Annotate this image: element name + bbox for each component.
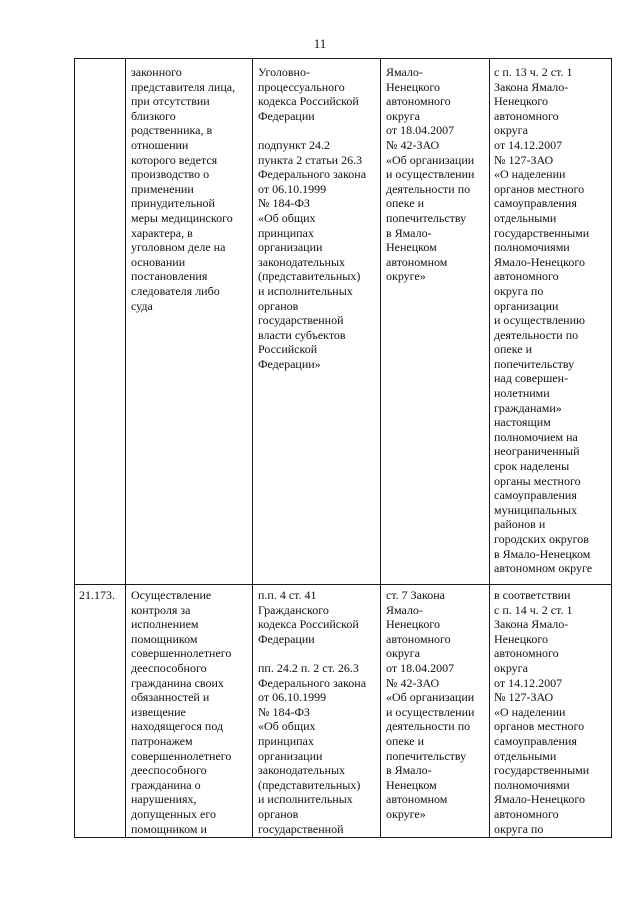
row-2-regional-law: ст. 7 Закона Ямало- Ненецкого автономного округа от 18.04.2007 № 42-ЗАО «Об организации и осуществлении деятельности по опеке и попечительству в Ямало- Ненецком автономном округе» bbox=[386, 588, 475, 821]
row-2-federal-law: п.п. 4 ст. 41 Гражданского кодекса Российской Федерации пп. 24.2 п. 2 ст. 26.3 Федерального закона от 06.10.1999 № 184-ФЗ «Об общих принципах организации законодательных (представительных) и исполнительных органов государственной bbox=[258, 588, 367, 836]
row-1-number bbox=[79, 65, 123, 580]
row-1-service-name: законного представителя лица, при отсутствии близкого родственника, в отношении которого ведется производство о применении принудительной меры медицинского характера, в уголовном деле на основании постановления следователя либо суда bbox=[131, 65, 236, 313]
column-divider bbox=[252, 59, 253, 837]
legal-table bbox=[74, 58, 612, 838]
row-2-municipal-basis: в соответствии с п. 14 ч. 2 ст. 1 Закона Ямало- Ненецкого автономного округа от 14.12.2007 № 127-ЗАО «О наделении органов местного самоуправления отдельными государственными полномочиями Ямало-Ненецкого автономного округа по bbox=[494, 588, 590, 836]
column-divider bbox=[489, 59, 490, 837]
row-1-regional-law: Ямало- Ненецкого автономного округа от 18.04.2007 № 42-ЗАО «Об организации и осуществлении деятельности по опеке и попечительству в Ямало- Ненецком автономном округе» bbox=[386, 65, 475, 284]
row-2-number: 21.173. bbox=[79, 588, 115, 602]
row-1-municipal-basis: с п. 13 ч. 2 ст. 1 Закона Ямало- Ненецкого автономного округа от 14.12.2007 № 127-ЗАО «О наделении органов местного самоуправления отдельными государственными полномочиями Ямало-Ненецкого автономного округа по организации и осуществлению деятельности по опеке и попечительству над совершен- нолетними гражданами» настоящим полномочием на неограниченный срок наделены органы местного самоуправления муниципальных районов и городских округов в Ямало-Ненецком автономном округе bbox=[494, 65, 593, 576]
row-divider bbox=[75, 584, 611, 585]
column-divider bbox=[380, 59, 381, 837]
page-number: 11 bbox=[313, 36, 327, 51]
row-1-federal-law: Уголовно- процессуального кодекса Российской Федерации подпункт 24.2 пункта 2 статьи 26.3 Федерального закона от 06.10.1999 № 184-ФЗ «Об общих принципах организации законодательных (представительных) и исполнительных органов государственной власти субъектов Российской Федерации» bbox=[258, 65, 367, 371]
column-divider bbox=[125, 59, 126, 837]
row-2-service-name: Осуществление контроля за исполнением помощником совершеннолетнего дееспособного гражданина своих обязанностей и извещение находящегося под патронажем совершеннолетнего дееспособного гражданина о нарушениях, допущенных его помощником и bbox=[131, 588, 232, 836]
